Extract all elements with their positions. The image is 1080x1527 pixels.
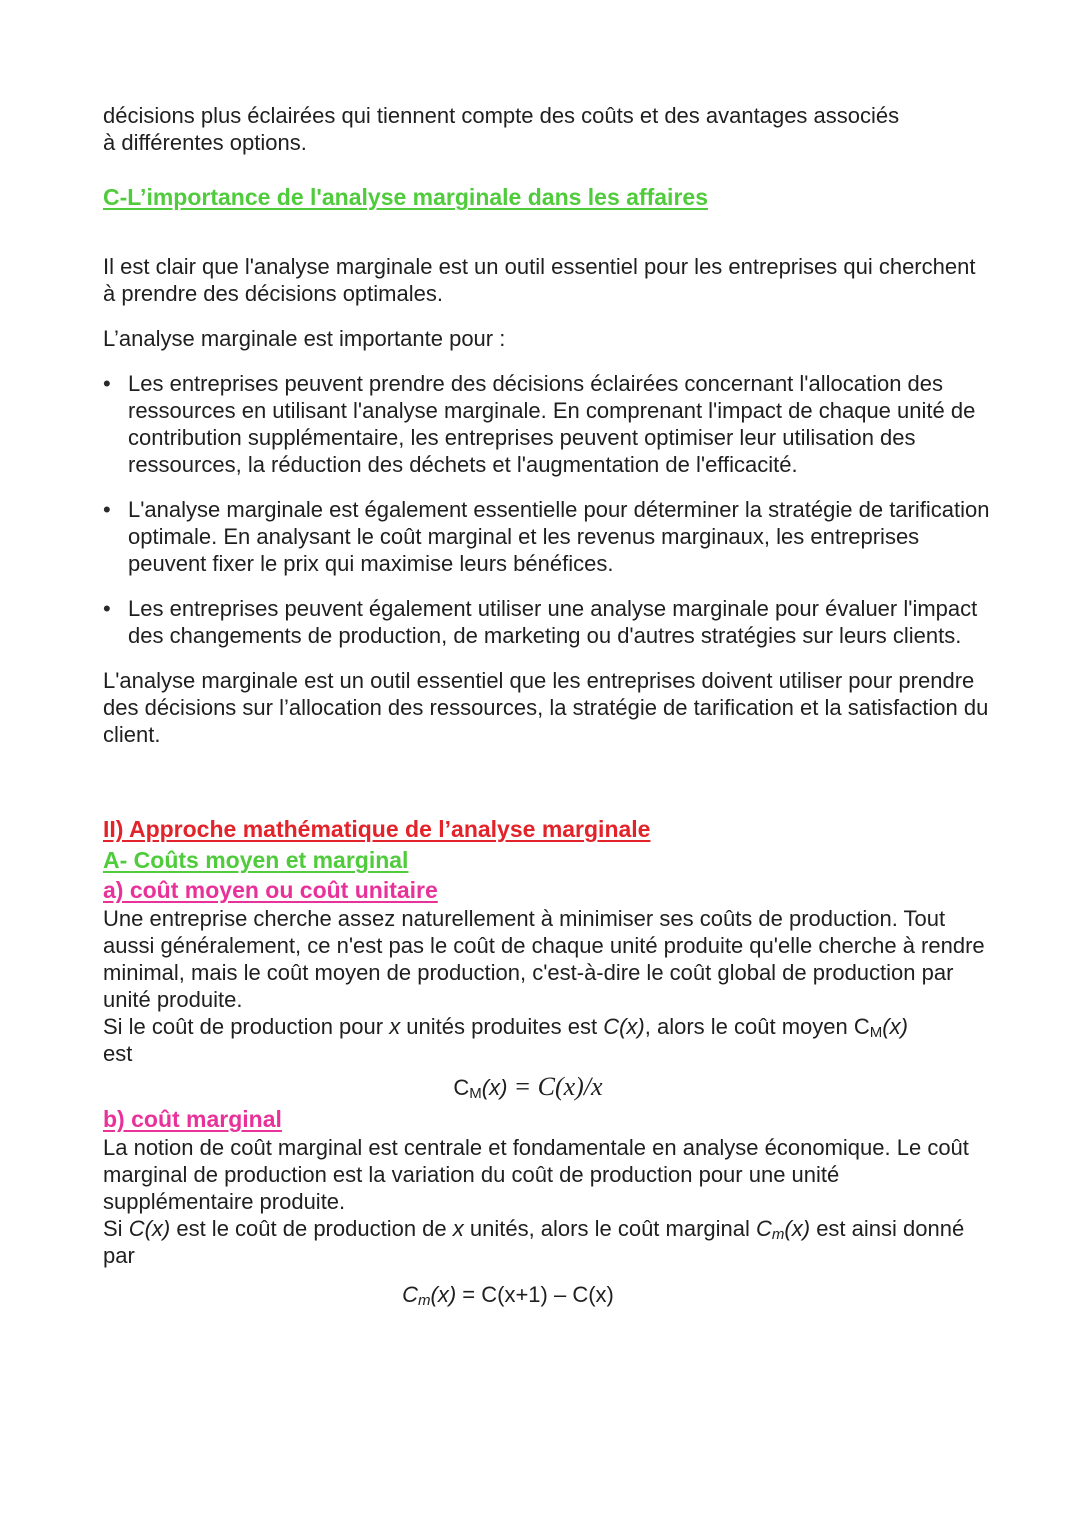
intro-continuation [103, 102, 993, 156]
bullet-text: Les entreprises peuvent également utiliser une analyse marginale pour évaluer l'impact des changements de production, de marketing ou d'autres stratégies sur leurs clients. [128, 596, 978, 648]
bullet-item [103, 496, 993, 577]
marginal-cost-formula: $C_m(x) = C(x+1) - C(x)$ [402, 1282, 614, 1309]
bullet-item [103, 370, 993, 478]
bullet-text: Les entreprises peuvent prendre des décisions éclairées concernant l'allocation des ressources en utilisant l'analyse marginale. En comprenant l'impact de chaque unité de contribution supplémentaire, les entreprises peuvent optimiser leur utilisation des ressources, la réduction des déchets et l'augmentation de l'efficacité. [128, 371, 976, 477]
section-c-paragraph-2: L’analyse marginale est importante pour : [103, 326, 506, 351]
marginal-cost-definition: Si C(x) est le coût de production de x unités, alors le coût marginal $C_m(x)$ est ainsi donné par [103, 1216, 965, 1268]
bullet-dot-icon: • [103, 596, 111, 621]
subsection-a-b-heading: b) coût marginal [103, 1106, 282, 1132]
bullet-text: L'analyse marginale est également essentielle pour déterminer la stratégie de tarification optimale. En analysant le coût marginal et les revenus marginaux, les entreprises peuvent fixer le prix qui maximise leurs bénéfices. [128, 497, 990, 576]
intro-line-2: à différentes options. [103, 130, 307, 155]
bullet-item [103, 595, 993, 649]
section-c-heading: C-L’importance de l'analyse marginale dans les affaires [103, 184, 708, 210]
subsection-a-a-heading: a) coût moyen ou coût unitaire [103, 877, 438, 903]
intro-line-1: décisions plus éclairées qui tiennent compte des coûts et des avantages associés [103, 103, 900, 128]
document-page [103, 102, 993, 1308]
importance-bullet-list [103, 370, 993, 649]
section-c-conclusion: L'analyse marginale est un outil essentiel que les entreprises doivent utiliser pour prendre des décisions sur l’allocation des ressources, la stratégie de tarification et la satisfaction du client. [103, 668, 989, 747]
bullet-dot-icon: • [103, 497, 111, 522]
section-ii-heading: II) Approche mathématique de l’analyse marginale [103, 816, 651, 842]
average-cost-formula: $C_M(x) = C(x)/x$ [453, 1072, 603, 1102]
subsection-a-heading: A- Coûts moyen et marginal [103, 847, 409, 873]
average-cost-definition: Si le coût de production pour x unités produites est C(x), alors le coût moyen $C_M(x)$ est [103, 1014, 908, 1066]
marginal-cost-paragraph: La notion de coût marginal est centrale et fondamentale en analyse économique. Le coût marginal de production est la variation du coût de production pour une unité supplémentaire produite. [103, 1135, 969, 1214]
bullet-dot-icon: • [103, 371, 111, 396]
average-cost-paragraph: Une entreprise cherche assez naturellement à minimiser ses coûts de production. Tout aussi généralement, ce n'est pas le coût de chaque unité produite qu'elle cherche à rendre minimal, mais le coût moyen de production, c'est-à-dire le coût global de production par unité produite. [103, 906, 985, 1012]
section-c-paragraph-1: Il est clair que l'analyse marginale est un outil essentiel pour les entreprises qui cherchent à prendre des décisions optimales. [103, 254, 976, 306]
